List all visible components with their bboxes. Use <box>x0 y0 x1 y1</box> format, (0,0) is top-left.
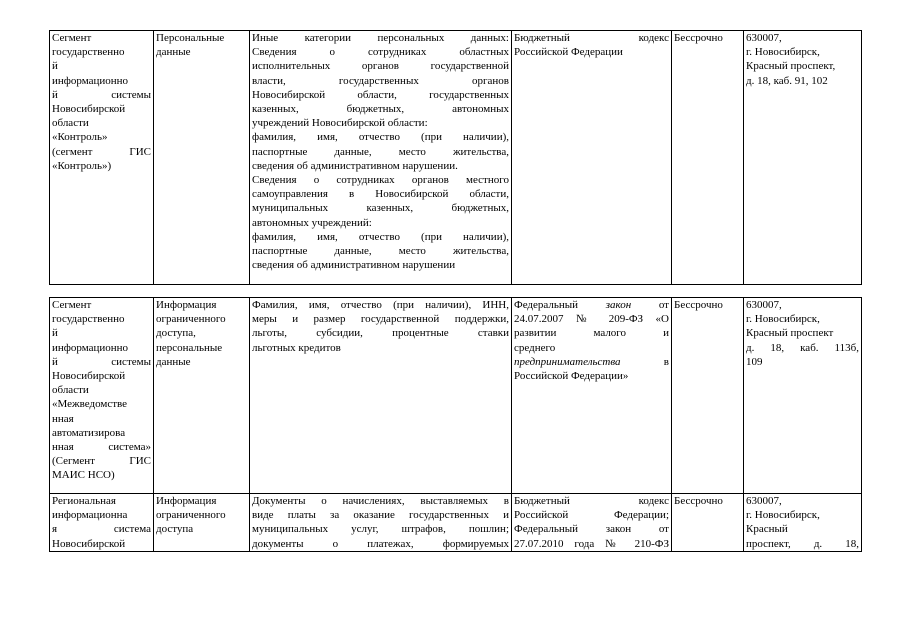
text-line: доступа <box>156 523 194 536</box>
text-line: Информация <box>156 495 217 507</box>
text-line: Бюджетный кодекс <box>514 495 669 507</box>
text-line: «Контроль») <box>52 159 112 172</box>
text-line: Информация <box>156 299 217 311</box>
text-line: информационно <box>52 341 129 354</box>
cell-term <box>672 31 744 285</box>
text-line: документы о платежах, формируемых <box>252 537 509 550</box>
text-line: Иные категории персональных данных: <box>252 32 509 44</box>
text-line: фамилия, имя, отчество (при наличии), <box>252 230 509 243</box>
text-line: ограниченного <box>156 313 226 326</box>
text-line: государственно <box>52 313 125 326</box>
text-part: в <box>620 355 669 368</box>
text-line: Бюджетный кодекс <box>514 32 669 44</box>
text-line: Сведения о сотрудниках областных <box>252 46 509 59</box>
text-line: среднего <box>514 341 556 354</box>
text-line: й системы <box>52 355 151 368</box>
text-line: развитии малого и <box>514 327 669 340</box>
text-line: власти, государственных органов <box>252 74 509 87</box>
text-line: паспортные данные, место жительства, <box>252 245 509 258</box>
text-line: «Межведомстве <box>52 398 128 411</box>
table-segment-kontrol <box>49 30 862 285</box>
text-line: области <box>52 384 89 397</box>
text-line: проспект, д. 18, <box>746 537 859 550</box>
text-line: (сегмент ГИС <box>52 145 151 158</box>
cell-system-name <box>50 494 154 552</box>
text-line: Новосибирской области, государственных <box>252 88 509 101</box>
text-line: казенных, бюджетных, автономных <box>252 103 509 116</box>
text-line: данные <box>156 46 191 59</box>
text-line: ограниченного <box>156 509 226 522</box>
text-line: МАИС НСО) <box>52 469 115 482</box>
text-line: фамилия, имя, отчество (при наличии), <box>252 131 509 144</box>
text-line: 109 <box>746 355 763 368</box>
cell-address <box>744 298 862 494</box>
table-row <box>50 31 862 285</box>
text-line: исполнительных органов государственной <box>252 60 509 73</box>
text-part: от <box>631 299 669 311</box>
text-line <box>514 355 669 369</box>
text-line: й системы <box>52 88 151 101</box>
cell-term <box>672 494 744 552</box>
text-line: паспортные данные, место жительства, <box>252 145 509 158</box>
text-line: Новосибирской <box>52 537 126 550</box>
text-line: Персональные <box>156 32 225 44</box>
text-line: самоуправления в Новосибирской области, <box>252 188 509 201</box>
text-line: учреждений Новосибирской области: <box>252 117 428 130</box>
text-line: Красный проспект, <box>746 60 836 73</box>
text-line: Бессрочно <box>674 495 723 507</box>
cell-system-name <box>50 31 154 285</box>
text-line: нная <box>52 412 74 425</box>
text-line: 630007, <box>746 299 782 311</box>
text-line: информационно <box>52 74 129 87</box>
text-line: автоматизирова <box>52 426 126 439</box>
text-line: Документы о начислениях, выставляемых в <box>252 495 509 507</box>
text-line: Российской Федерации; <box>514 509 669 522</box>
text-line: Фамилия, имя, отчество (при наличии), ИНН, <box>252 299 509 311</box>
text-line <box>514 298 669 312</box>
text-line: Красный проспект <box>746 327 834 340</box>
text-line: области <box>52 117 89 130</box>
text-line: д. 18, каб. 113б, <box>746 341 859 354</box>
text-line: Новосибирской <box>52 103 126 116</box>
text-line: г. Новосибирск, <box>746 509 820 522</box>
text-line: виде платы за оказание государственных и <box>252 509 509 522</box>
text-line: 24.07.2007 № 209-ФЗ «О <box>514 313 669 326</box>
text-line: 27.07.2010 года № 210-ФЗ <box>514 537 669 550</box>
text-line: Сегмент <box>52 299 92 311</box>
text-line: г. Новосибирск, <box>746 313 820 326</box>
text-line: доступа, <box>156 327 196 340</box>
text-line: Бессрочно <box>674 299 723 311</box>
cell-description <box>250 494 512 552</box>
text-line: Новосибирской <box>52 370 126 383</box>
text-part: Федеральный <box>514 299 606 311</box>
text-line: Сегмент <box>52 32 92 44</box>
text-line: персональные <box>156 341 223 354</box>
text-line: я система <box>52 523 151 536</box>
text-line: 630007, <box>746 495 782 507</box>
text-line: Российской Федерации <box>514 46 623 59</box>
text-line: Бессрочно <box>674 32 723 44</box>
text-line: Красный <box>746 523 788 536</box>
text-line: муниципальных услуг, штрафов, пошлин; <box>252 523 509 536</box>
text-line: сведения об административном нарушении. <box>252 159 458 172</box>
text-line: данные <box>156 355 191 368</box>
text-line: Сведения о сотрудниках органов местного <box>252 174 509 187</box>
cell-system-name <box>50 298 154 494</box>
cell-category <box>154 494 250 552</box>
text-line: «Контроль» <box>52 131 108 144</box>
text-line: меры и размер государственной поддержки, <box>252 313 509 326</box>
table-segment-mais <box>49 297 862 552</box>
cell-description <box>250 298 512 494</box>
table-row <box>50 494 862 552</box>
cell-legal-basis <box>512 494 672 552</box>
table-row <box>50 298 862 494</box>
text-line: муниципальных казенных, бюджетных, <box>252 202 509 215</box>
text-line: автономных учреждений: <box>252 216 372 229</box>
text-part-italic: закон <box>605 299 632 311</box>
cell-address <box>744 31 862 285</box>
cell-legal-basis <box>512 298 672 494</box>
text-line: г. Новосибирск, <box>746 46 820 59</box>
text-line: (Сегмент ГИС <box>52 455 151 468</box>
text-line: й <box>52 327 58 340</box>
text-part-italic: предпринимательства <box>514 355 621 368</box>
text-line: информационна <box>52 509 128 522</box>
cell-address <box>744 494 862 552</box>
text-line: й <box>52 60 58 73</box>
text-line: сведения об административном нарушении <box>252 259 456 272</box>
text-line: д. 18, каб. 91, 102 <box>746 74 828 87</box>
cell-category <box>154 31 250 285</box>
cell-category <box>154 298 250 494</box>
cell-legal-basis <box>512 31 672 285</box>
text-line: 630007, <box>746 32 782 44</box>
text-line: льготы, субсидии, процентные ставки <box>252 327 509 340</box>
text-line: государственно <box>52 46 125 59</box>
text-line: Федеральный закон от <box>514 523 669 536</box>
text-line: льготных кредитов <box>252 341 341 354</box>
text-line: Российской Федерации» <box>514 370 629 383</box>
text-line: нная система» <box>52 441 151 454</box>
cell-description <box>250 31 512 285</box>
text-line: Региональная <box>52 495 116 507</box>
cell-term <box>672 298 744 494</box>
